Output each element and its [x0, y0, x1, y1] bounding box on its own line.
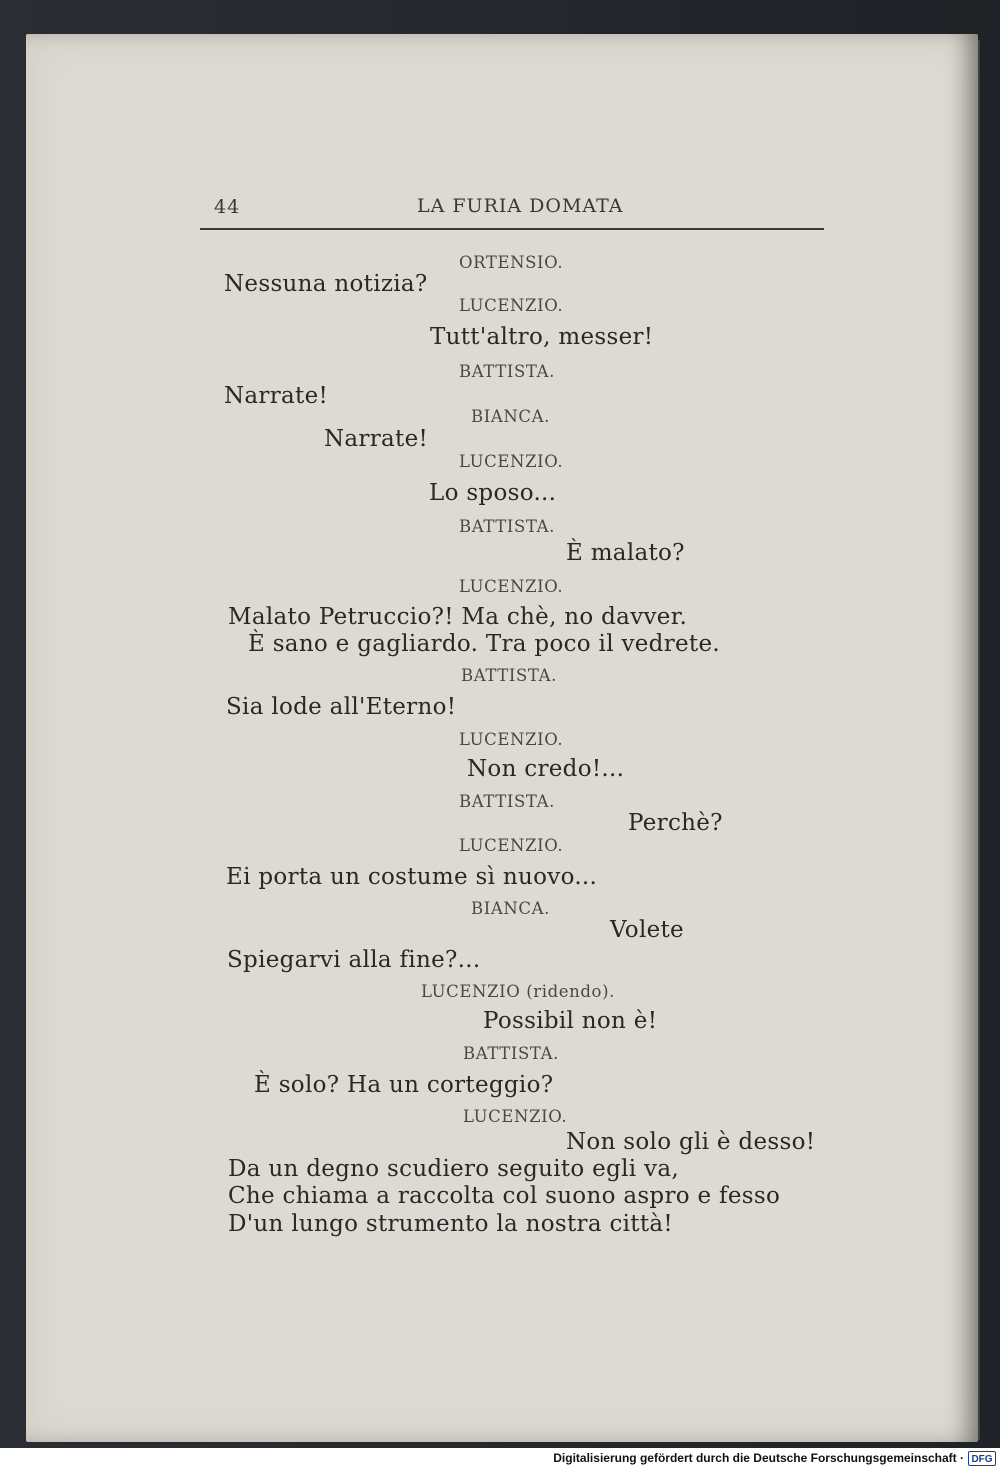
dialogue-line: È sano e gagliardo. Tra poco il vedrete.: [248, 631, 720, 657]
speaker-label: BATTISTA.: [459, 517, 555, 536]
dialogue-line: Narrate!: [324, 426, 429, 452]
dialogue-line: Ei porta un costume sì nuovo...: [226, 864, 598, 890]
dialogue-line: Narrate!: [224, 383, 329, 409]
dialogue-line: Non solo gli è desso!: [566, 1129, 816, 1155]
speaker-label: LUCENZIO.: [459, 730, 564, 749]
speaker-label: BATTISTA.: [459, 792, 555, 811]
speaker-label: LUCENZIO (ridendo).: [421, 982, 615, 1001]
header-rule: [200, 228, 824, 230]
dialogue-line: È solo? Ha un corteggio?: [254, 1072, 554, 1098]
dialogue-line: D'un lungo strumento la nostra città!: [228, 1211, 673, 1237]
dialogue-line: Non credo!...: [467, 756, 625, 782]
speaker-label: LUCENZIO.: [463, 1107, 568, 1126]
funding-credit: Digitalisierung gefördert durch die Deutsche Forschungsgemeinschaft ·: [553, 1451, 964, 1465]
dialogue-line: Spiegarvi alla fine?...: [227, 947, 481, 973]
digitization-footer: [0, 1448, 1000, 1470]
dialogue-line: Volete: [610, 917, 684, 943]
dialogue-line: Sia lode all'Eterno!: [226, 694, 457, 720]
dialogue-line: Da un degno scudiero seguito egli va,: [228, 1156, 679, 1182]
speaker-label: LUCENZIO.: [459, 577, 564, 596]
dialogue-line: È malato?: [566, 540, 685, 566]
speaker-label: BIANCA.: [471, 407, 550, 426]
dialogue-line: Lo sposo...: [429, 480, 557, 506]
speaker-label: BIANCA.: [471, 899, 550, 918]
speaker-label: BATTISTA.: [463, 1044, 559, 1063]
running-title: LA FURIA DOMATA: [417, 195, 624, 217]
speaker-label: BATTISTA.: [461, 666, 557, 685]
dialogue-line: Tutt'altro, messer!: [430, 324, 654, 350]
speaker-label: LUCENZIO.: [459, 296, 564, 315]
dialogue-line: Perchè?: [628, 810, 723, 836]
dialogue-line: Nessuna notizia?: [224, 271, 428, 297]
speaker-label: LUCENZIO.: [459, 836, 564, 855]
speaker-label: LUCENZIO.: [459, 452, 564, 471]
dfg-logo-icon: DFG: [968, 1451, 996, 1466]
dialogue-line: Che chiama a raccolta col suono aspro e fesso: [228, 1183, 781, 1209]
page-number: 44: [214, 196, 241, 218]
speaker-label: ORTENSIO.: [459, 253, 564, 272]
speaker-label: BATTISTA.: [459, 362, 555, 381]
dialogue-line: Malato Petruccio?! Ma chè, no davver.: [228, 604, 688, 630]
dialogue-line: Possibil non è!: [483, 1008, 658, 1034]
